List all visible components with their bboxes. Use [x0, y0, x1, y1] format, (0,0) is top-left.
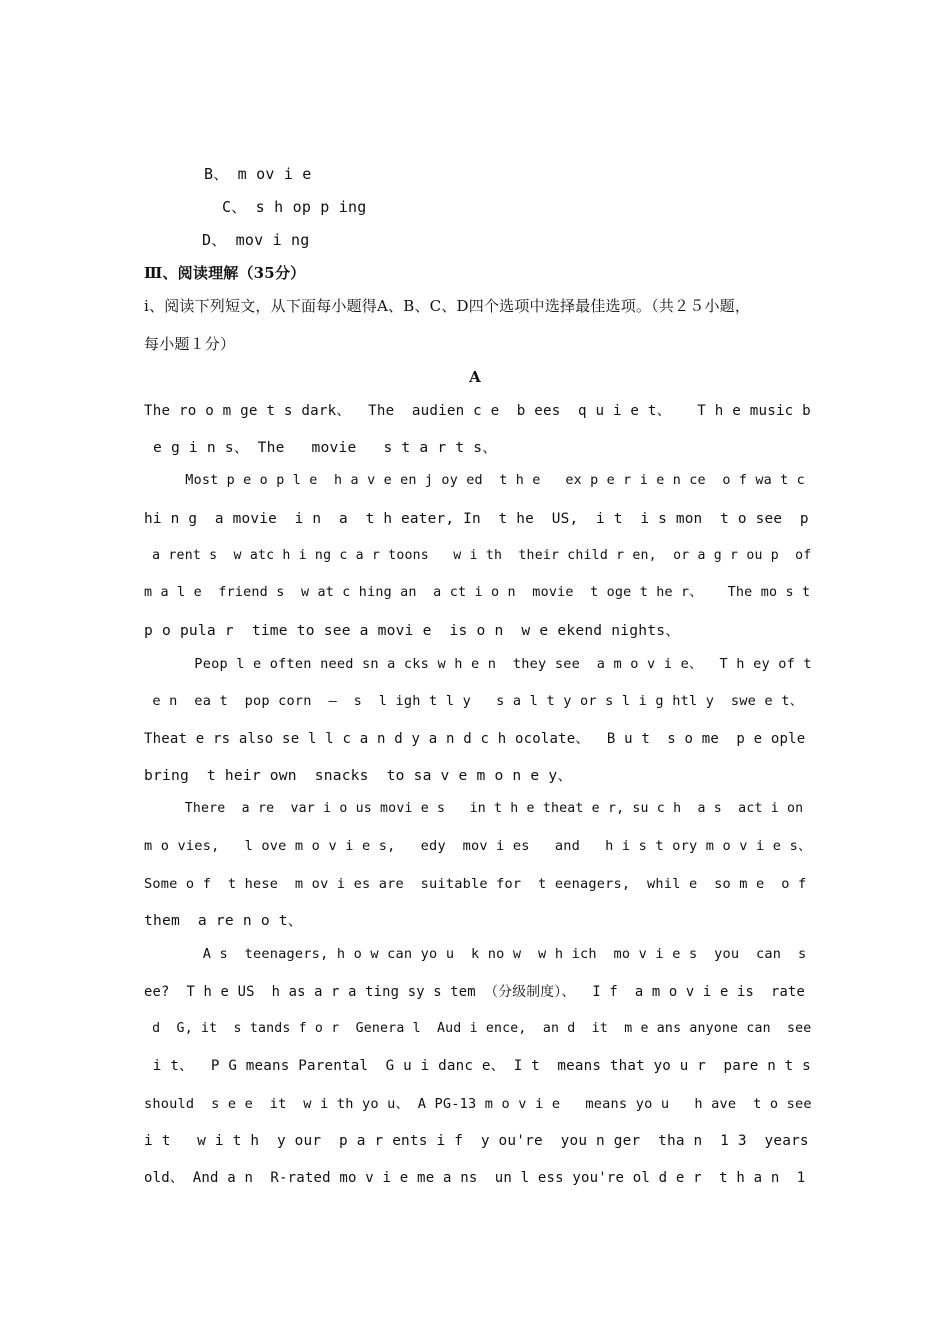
passage-line-16: A s teenagers, h o w can yo u k no w w h ich mo v i e s you can s [144, 946, 807, 962]
passage-line-14: Some o f t hese m ov i es are suitable for t eenagers, whil e so m e o f [144, 876, 807, 892]
passage-line-8: Peop l e often need sn a cks w h e n they see a m o v i e、 T h ey of t [144, 656, 812, 672]
passage-line-17: ee? T h e US h as a r a ting sy s tem （分级制度）、 I f a m o v i e is rate [144, 984, 806, 1000]
passage-line-4: hi n g a movie i n a t h eater, In t he US, i t i s mon t o see p [144, 511, 809, 527]
passage-line-20: should s e e it w i th yo u、 A PG-13 m o v i e means yo u h ave t o see [144, 1096, 812, 1112]
passage-line-19: i t、 P G means Parental G u i danc e、 I t means that yo u r pare n t s [144, 1058, 811, 1074]
passage-line-2: e g i n s、 The movie s t a r t s、 [144, 439, 498, 456]
passage-line-10: Theat e rs also se l l c a n d y a n d c h ocolate、 B u t s o me p e ople [144, 731, 806, 747]
passage-line-13: m o vies, l ove m o v i e s, edy mov i es and h i s t ory m o v i e s、 [144, 838, 812, 854]
passage-line-15: them a re n o t、 [144, 912, 303, 929]
passage-line-5: a rent s w atc h i ng c a r toons w i th their child r en, or a g r ou p of [144, 548, 812, 563]
passage-line-7: p o pula r time to see a movi e is o n w e ekend nights、 [144, 622, 680, 639]
option-b: B、 m ov i e [204, 165, 312, 183]
passage-line-21: i t w i t h y our p a r ents i f y ou're you n ger tha n 1 3 years [144, 1133, 809, 1149]
instruction-line-1: ⅰ、阅读下列短文，从下面每小题得A、B、C、D四个选项中选择最佳选项。（共２５小题， [144, 297, 751, 315]
passage-line-9: e n ea t pop corn — s l igh t l y s a l t y or s l i g htl y swe e t、 [144, 693, 804, 709]
instruction-line-2: 每小题１分） [144, 335, 236, 353]
passage-line-11: bring t heir own snacks to sa v e m o n e y、 [144, 767, 573, 784]
section-heading: Ⅲ、阅读理解（35分） [144, 264, 306, 282]
passage-line-1: The ro o m ge t s dark、 The audien c e b ees q u i e t、 T h e music b [144, 403, 811, 419]
passage-line-6: m a l e friend s w at c hing an a ct i o n movie t oge t he r、 The mo s t [144, 585, 811, 600]
passage-line-18: d G, it s tands f o r Genera l Aud i ence, an d it m e ans anyone can see [144, 1021, 812, 1036]
passage-label: A [469, 368, 481, 386]
option-c: C、 s h op p ing [222, 198, 367, 216]
passage-line-22: old、 And a n R-rated mo v i e me a ns un l ess you're ol d e r t h a n 1 [144, 1170, 806, 1186]
option-d: D、 mov i ng [202, 231, 310, 249]
passage-line-12: There a re var i o us movi e s in t h e theat e r, su c h a s act i on [144, 801, 804, 816]
passage-line-3: Most p e o p l e h a v e en j oy ed t h e ex p e r i e n ce o f wa t c [144, 473, 805, 488]
